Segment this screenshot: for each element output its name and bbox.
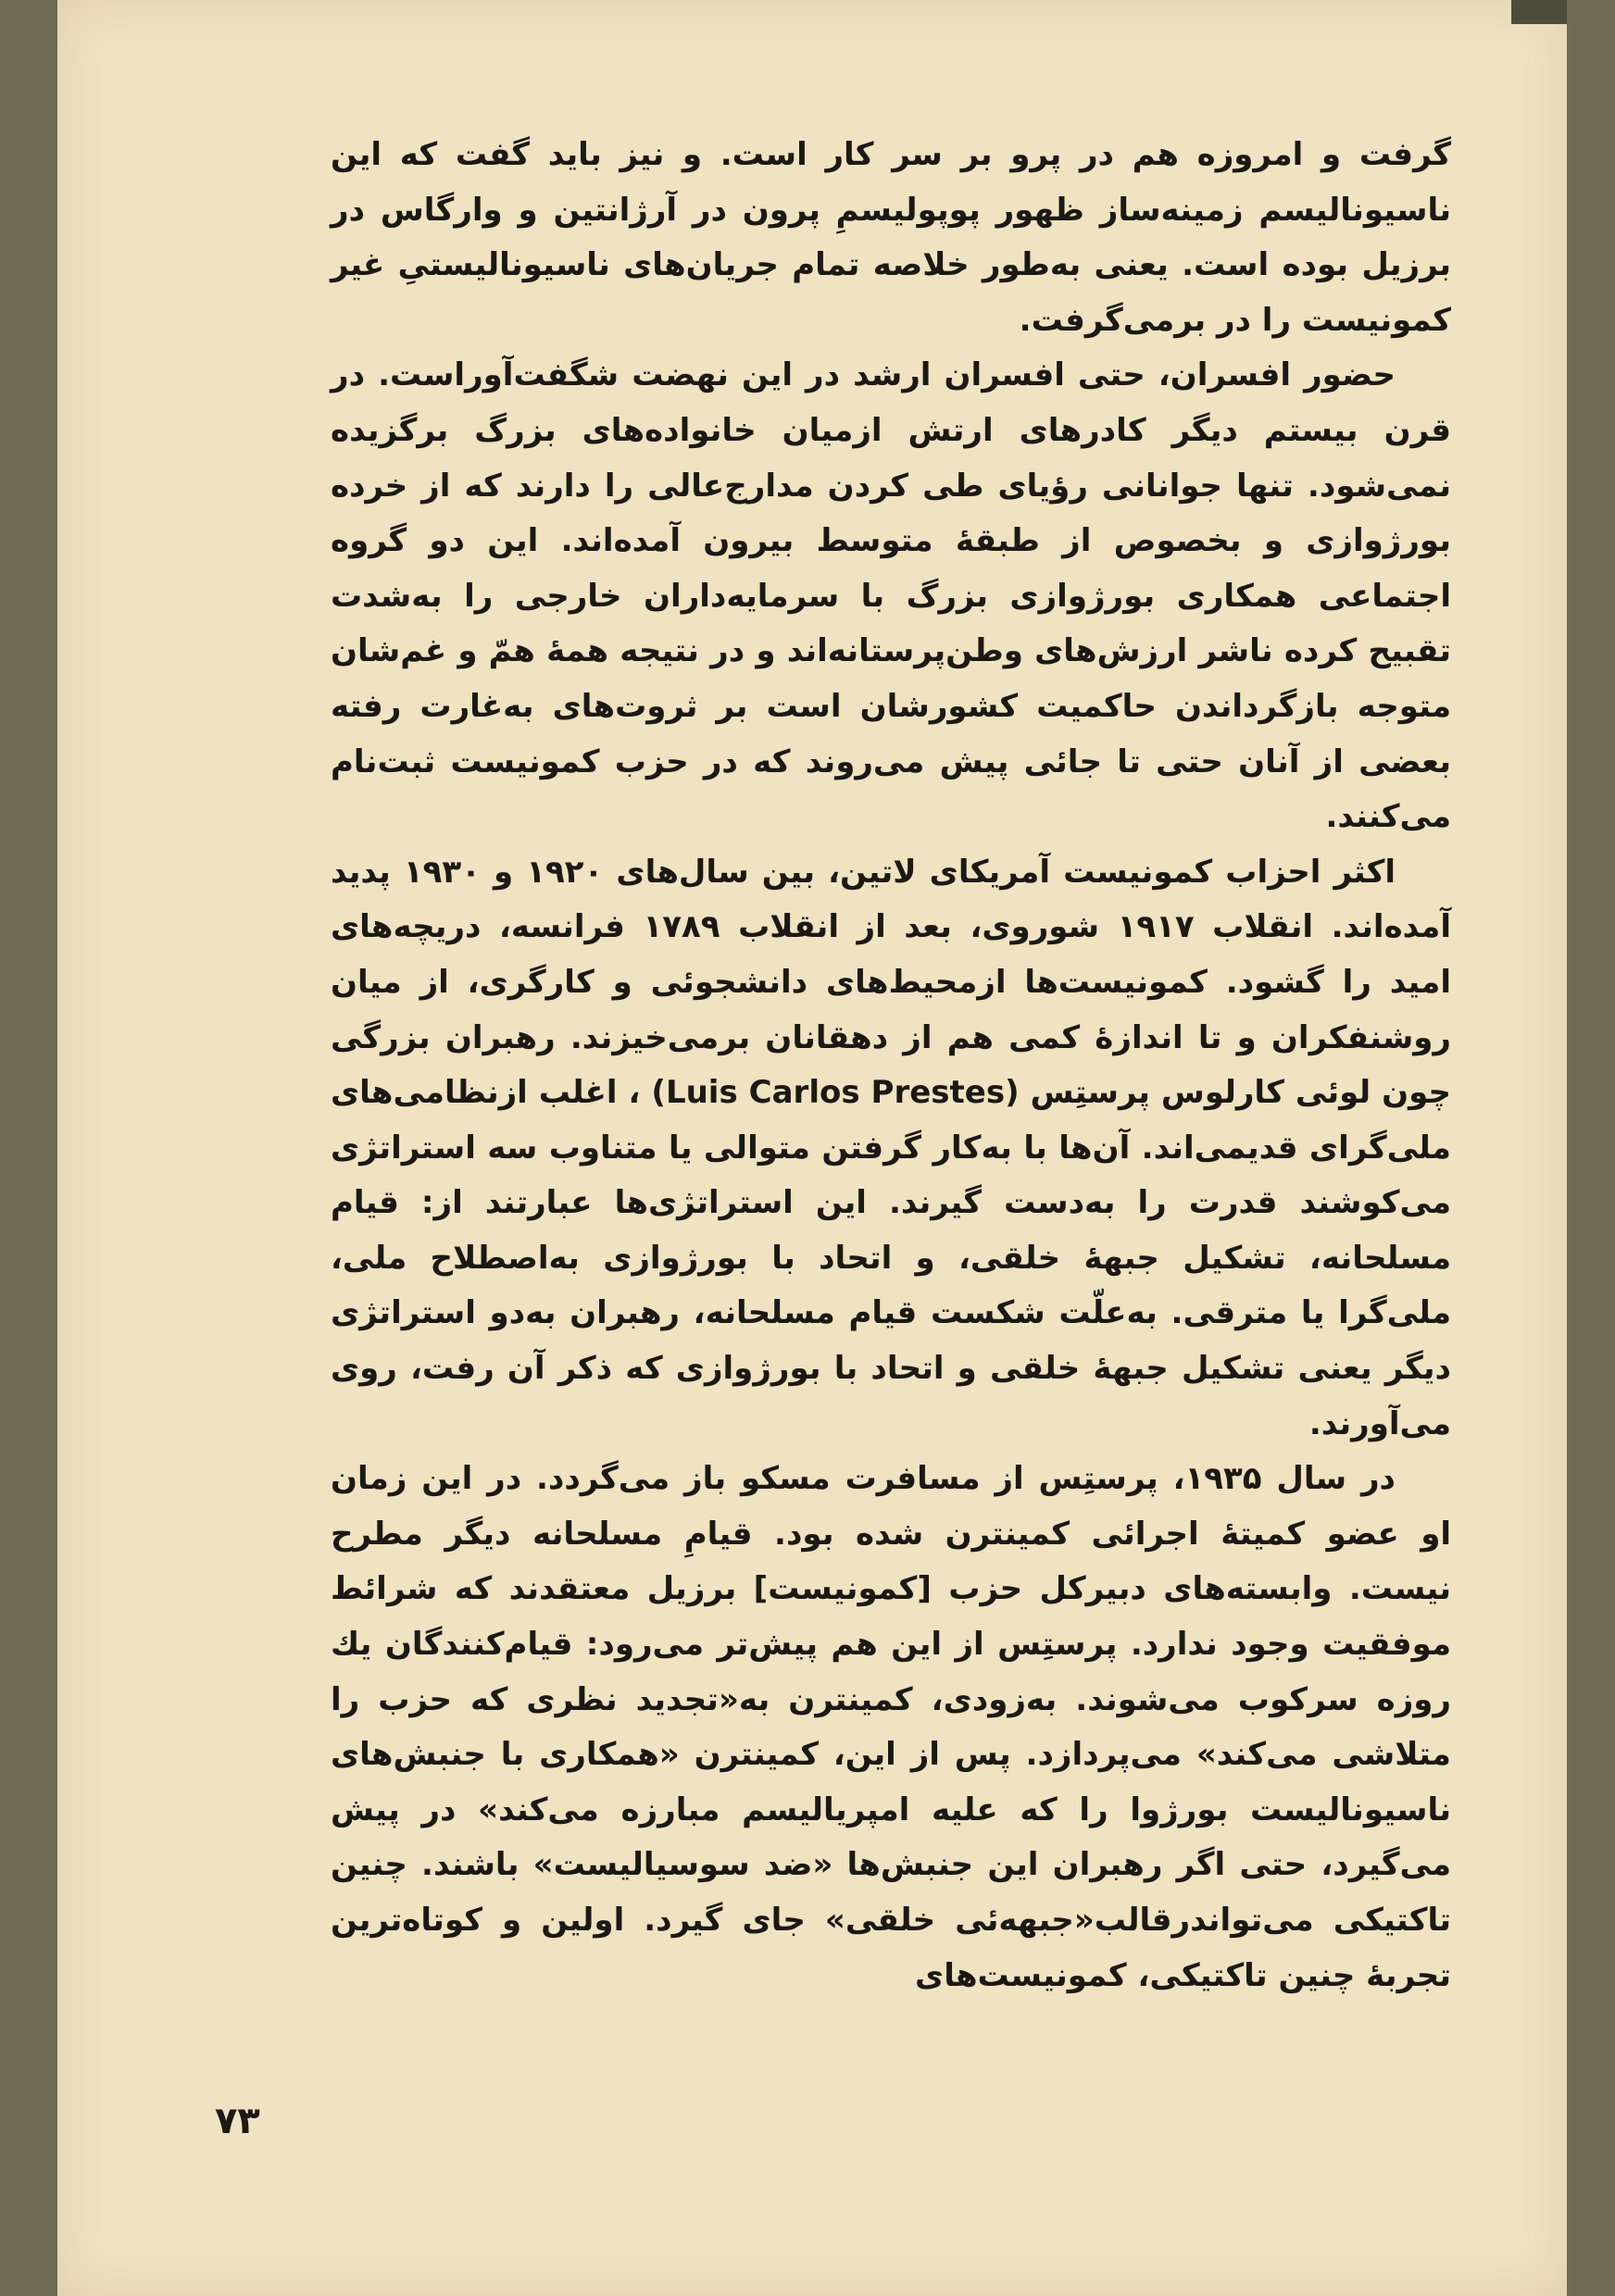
paragraph-3: اکثر احزاب کمونیست آمریکای لاتین، بین سال‌های ۱۹۲۰ و ۱۹۳۰ پدید آمده‌اند. انقلاب ۱۹۱۷ شوروی، بعد از انقلاب ۱۷۸۹ فرانسه، دریچه‌های امید را گشود. کمونیست‌ها ازمحیط‌های دانشجوئی و کارگری، از میان روشنفکران و تا اندازهٔ کمی هم از دهقانان برمی‌خیزند. رهبران بزرگی چون لوئی کارلوس پرستِس (Luis Carlos Prestes) ، اغلب ازنظامی‌های ملی‌گرای قدیمی‌اند. آن‌ها با به‌کار گرفتن متوالی یا متناوب سه استراتژی می‌کوشند قدرت را به‌دست گیرند. این استراتژی‌ها عبارتند از: قیام مسلحانه، تشکیل جبههٔ خلقی، و اتحاد با بورژوازی به‌اصطلاح ملی، ملی‌گرا یا مترقی. به‌علّت شکست قیام مسلحانه، رهبران به‌دو استراتژی دیگر یعنی تشکیل جبههٔ خلقی و اتحاد با بورژوازی که ذکر آن رفت، روی می‌آورند.: [331, 853, 1452, 1442]
paragraph-1: گرفت و امروزه هم در پرو بر سر کار است. و نیز باید گفت که این ناسیونالیسم زمینه‌ساز ظهور پوپولیسمِ پرون در آرژانتین و وارگاس در برزیل بوده است. یعنی به‌طور خلاصه تمام جریان‌های ناسیونالیستیِ غیر کمونیست را در برمی‌گرفت.: [331, 136, 1451, 339]
page-edge-strip: [1511, 0, 1567, 24]
paragraph-2: حضور افسران، حتی افسران ارشد در این نهضت شگفت‌آوراست. در قرن بیستم دیگر کادرهای ارتش ازمیان خانواده‌های بزرگ برگزیده نمی‌شود. تنها جوانانی رؤیای طی کردن مدارج‌عالی را دارند که از خرده بورژوازی و بخصوص از طبقهٔ متوسط بیرون آمده‌اند. این دو گروه اجتماعی همکاری بورژوازی بزرگ با سرمایه‌داران خارجی را به‌شدت تقبیح کرده ناشر ارزش‌های وطن‌پرستانه‌اند و در نتیجه همهٔ همّ و غم‌شان متوجه بازگرداندن حاکمیت کشورشان است بر ثروت‌های به‌غارت رفته بعضی از آنان حتی تا جائی پیش می‌روند که در حزب کمونیست ثبت‌نام می‌کنند.: [331, 356, 1451, 836]
body-text: [331, 128, 1451, 2003]
book-page: [57, 0, 1567, 2296]
page-number: ۷۳: [215, 2100, 260, 2142]
paragraph-4: در سال ۱۹۳۵، پرستِس از مسافرت مسکو باز می‌گردد. در این زمان او عضو کمیتهٔ اجرائی کمینترن شده بود. قیامِ مسلحانه دیگر مطرح نیست. وابسته‌های دبیرکل حزب [کمونیست] برزیل معتقدند که شرائط موفقیت وجود ندارد. پرستِس از این هم پیش‌تر می‌رود: قیام‌کنندگان یك روزه سرکوب می‌شوند. به‌زودی، کمینترن به«تجدید نظری که حزب را متلاشی می‌کند» می‌پردازد. پس از این، کمینترن «همکاری با جنبش‌های ناسیونالیست بورژوا را که علیه امپریالیسم مبارزه می‌کند» در پیش می‌گیرد، حتی اگر رهبران این جنبش‌ها «ضد سوسیالیست» باشند. چنین تاکتیکی می‌تواندرقالب«جبهه‌ئی خلقی» جای گیرد. اولین و کوتاه‌ترین تجربهٔ چنین تاکتیکی، کمونیست‌های: [331, 1460, 1451, 1994]
